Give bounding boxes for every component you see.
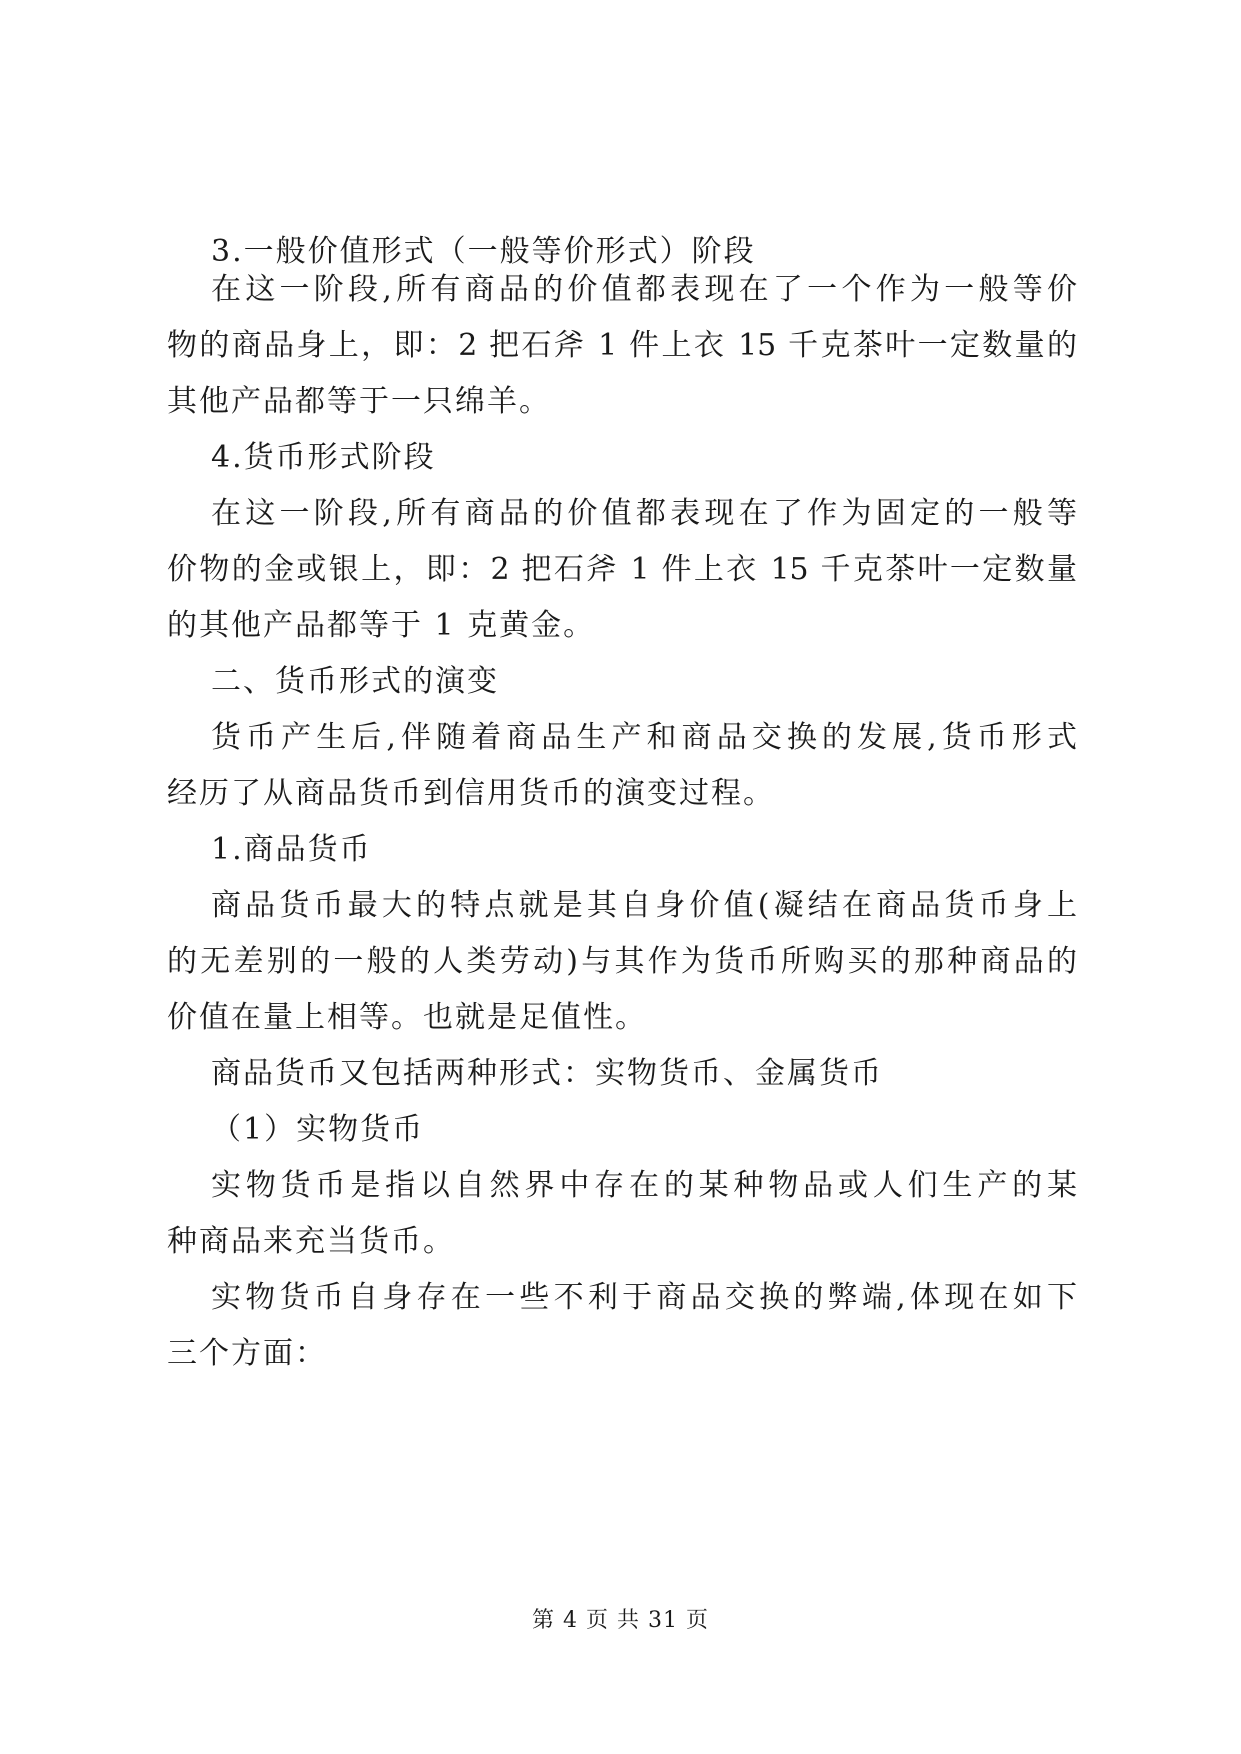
paragraph-line: 货币产生后,伴随着商品生产和商品交换的发展,货币形式 xyxy=(211,720,1077,755)
section-heading: 4.货币形式阶段 xyxy=(211,440,436,475)
section-heading: 1.商品货币 xyxy=(211,832,372,867)
paragraph-line: 价物的金或银上，即：2 把石斧 1 件上衣 15 千克茶叶一定数量 xyxy=(167,552,1077,587)
paragraph-line: 在这一阶段,所有商品的价值都表现在了作为固定的一般等 xyxy=(211,496,1077,531)
section-heading: 3.一般价值形式（一般等价形式）阶段 xyxy=(211,234,756,269)
paragraph-line: 经历了从商品货币到信用货币的演变过程。 xyxy=(167,776,775,811)
section-heading: （1）实物货币 xyxy=(211,1112,425,1147)
paragraph-line: 在这一阶段,所有商品的价值都表现在了一个作为一般等价 xyxy=(211,272,1077,307)
paragraph-line: 其他产品都等于一只绵羊。 xyxy=(167,384,551,419)
paragraph-line: 价值在量上相等。也就是足值性。 xyxy=(167,1000,647,1035)
paragraph-line: 三个方面： xyxy=(167,1336,327,1371)
paragraph-line: 实物货币自身存在一些不利于商品交换的弊端,体现在如下 xyxy=(211,1280,1077,1315)
paragraph-line: 商品货币又包括两种形式：实物货币、金属货币 xyxy=(211,1056,883,1091)
paragraph-line: 商品货币最大的特点就是其自身价值(凝结在商品货币身上 xyxy=(211,888,1077,923)
paragraph-line: 种商品来充当货币。 xyxy=(167,1224,455,1259)
paragraph-line: 物的商品身上，即：2 把石斧 1 件上衣 15 千克茶叶一定数量的 xyxy=(167,328,1077,363)
paragraph-line: 的其他产品都等于 1 克黄金。 xyxy=(167,608,596,643)
paragraph-line: 实物货币是指以自然界中存在的某种物品或人们生产的某 xyxy=(211,1168,1077,1203)
section-heading: 二、货币形式的演变 xyxy=(211,664,499,699)
page-footer: 第 4 页 共 31 页 xyxy=(532,1608,709,1633)
paragraph-line: 的无差别的一般的人类劳动)与其作为货币所购买的那种商品的 xyxy=(167,944,1077,979)
